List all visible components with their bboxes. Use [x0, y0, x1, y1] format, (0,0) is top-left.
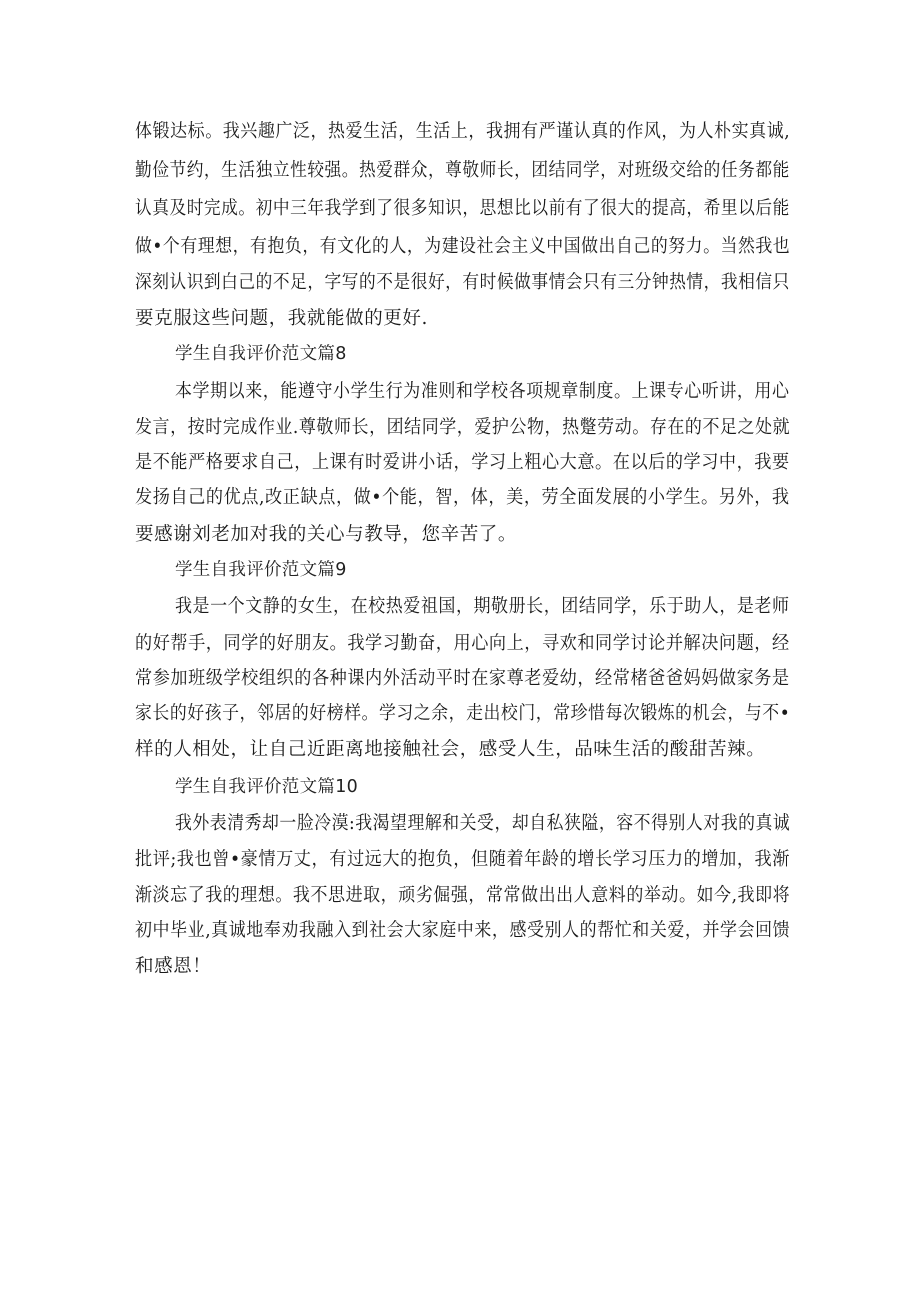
- paragraph-line: 本学期以来，能遵守小学生行为准则和学校各项规章制度。上课专心听讲，用心: [175, 381, 790, 402]
- paragraph-line: 要感谢刘老加对我的关心与教导，您辛苦了。: [135, 524, 518, 545]
- paragraph-line: 我外表清秀却一脸冷漠:我渴望理解和关受，却自私狭隘，容不得别人对我的真诚: [175, 813, 791, 834]
- paragraph-line: 是不能严格要求自己，上课有时爱讲小话，学习上粗心大意。在以后的学习中，我要: [135, 452, 790, 473]
- paragraph-line: 常参加班级学校组织的各种课内外活动平时在家尊老爱幼，经常楮爸爸妈妈做家务是: [135, 668, 790, 689]
- paragraph-line: 发言，按时完成作业.尊敬师长，团结同学，爱护公物，热蹩劳动。存在的不足之处就: [135, 417, 791, 438]
- paragraph-line: 体锻达标。我兴趣广泛，热爱生活，生活上，我拥有严谨认真的作风，为人朴实真诚,: [135, 121, 791, 142]
- paragraph-line: 要克服这些问题，我就能做的更好.: [135, 308, 428, 329]
- paragraph-line: 深刻认识到白己的不足，字写的不是很好，有时候做事情会只有三分钟热情，我相信只: [135, 272, 790, 293]
- section-heading-10: 学生自我评价范文篇10: [175, 777, 359, 797]
- paragraph-line: 做•个有理想，有抱负，有文化的人，为建设社会主义中国做出自己的努力。当然我也: [135, 236, 791, 257]
- paragraph-line: 的好帮手，同学的好朋友。我学习勤奋，用心向上，寻欢和同学讨论并解决问题，经: [135, 633, 790, 654]
- paragraph-line: 发扬自己的优点,改正缺点，做•个能，智，体，美，劳全面发展的小学生。另外，我: [135, 487, 790, 508]
- paragraph-line: 和感恩！: [135, 956, 212, 977]
- paragraph-line: 批评;我也曾•豪情万丈，有过远大的抱负，但随着年龄的增长学习压力的增加，我渐: [135, 849, 790, 870]
- paragraph-line: 初中毕业,真诚地奉劝我融入到社会大家庭中来，感受别人的帮忙和关爱，并学会回馈: [135, 920, 791, 941]
- paragraph-line: 我是一个文静的女生，在校热爱祖国，期敬册长，团结同学，乐于助人，是老师: [175, 596, 790, 617]
- paragraph-line: 认真及时完成。初中三年我学到了很多知识，思想比以前有了很大的提高，希里以后能: [135, 198, 790, 219]
- section-heading-8: 学生自我评价范文篇8: [175, 344, 347, 364]
- paragraph-line: 渐淡忘了我的理想。我不思进取，顽劣倔强，常常做出出人意料的举动。如今,我即将: [135, 885, 791, 906]
- section-heading-9: 学生自我评价范文篇9: [175, 560, 347, 580]
- paragraph-line: 勤俭节约，生活独立性较强。热爱群众，尊敬师长，团结同学，对班级交给的任务都能: [135, 160, 790, 181]
- paragraph-line: 家长的好孩子，邻居的好榜样。学习之余，走出校门，常珍惜每次锻炼的机会，与不•: [135, 703, 791, 724]
- paragraph-line: 样的人相处，让自己近距离地接触社会，感受人生，品味生活的酸甜苦辣。: [135, 739, 766, 760]
